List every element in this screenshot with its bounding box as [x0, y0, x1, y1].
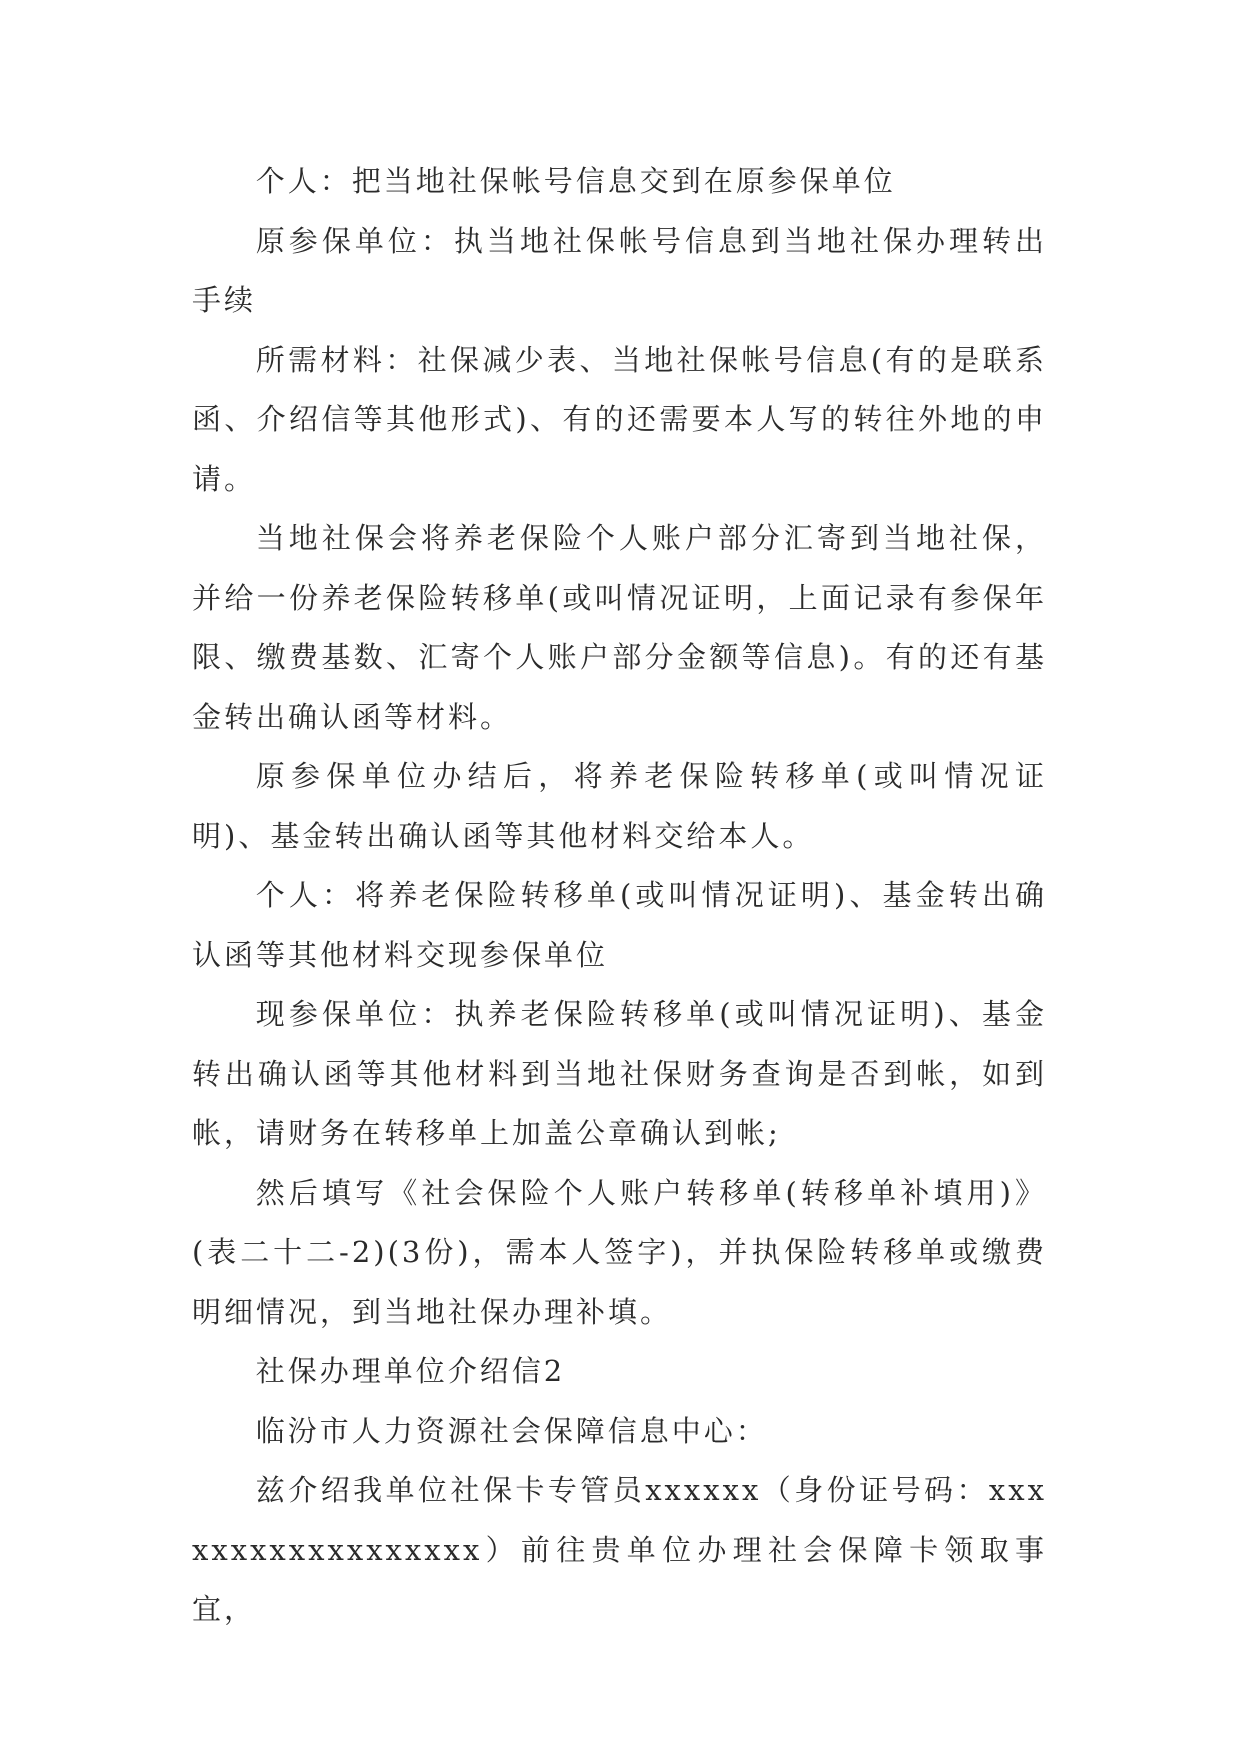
paragraph-original-unit-transfer: 原参保单位：执当地社保帐号信息到当地社保办理转出手续: [192, 223, 1047, 317]
letter-recipient: 临汾市人力资源社会保障信息中心：: [255, 1413, 768, 1448]
paragraph-personal-submit: 个人：把当地社保帐号信息交到在原参保单位: [255, 164, 896, 198]
document-body: [192, 152, 1047, 1640]
paragraph-local-social-security: 当地社保会将养老保险个人账户部分汇寄到当地社保，并给一份养老保险转移单(或叫情况证明，上面记录有参保年限、缴费基数、汇寄个人账户部分金额等信息)。有的还有基金转出确认函等材料。: [192, 521, 1047, 734]
letter-body: 兹介绍我单位社保卡专管员xxxxxx（身份证号码：xxxxxxxxxxxxxxxxxx）前往贵单位办理社会保障卡领取事宜，: [192, 1473, 1047, 1626]
paragraph-fill-form: 然后填写《社会保险个人账户转移单(转移单补填用)》(表二十二-2)(3份)，需本人签字)，并执保险转移单或缴费明细情况，到当地社保办理补填。: [192, 1175, 1047, 1329]
section-heading-letter-2: 社保办理单位介绍信2: [255, 1354, 566, 1388]
paragraph-current-unit: 现参保单位：执养老保险转移单(或叫情况证明)、基金转出确认函等其他材料到当地社保财务查询是否到帐，如到帐，请财务在转移单上加盖公章确认到帐;: [192, 997, 1047, 1150]
paragraph-personal-handover: 个人：将养老保险转移单(或叫情况证明)、基金转出确认函等其他材料交现参保单位: [192, 878, 1047, 972]
paragraph-required-materials: 所需材料：社保减少表、当地社保帐号信息(有的是联系函、介绍信等其他形式)、有的还需要本人写的转往外地的申请。: [192, 342, 1047, 496]
paragraph-original-unit-completion: 原参保单位办结后，将养老保险转移单(或叫情况证明)、基金转出确认函等其他材料交给本人。: [192, 759, 1047, 853]
